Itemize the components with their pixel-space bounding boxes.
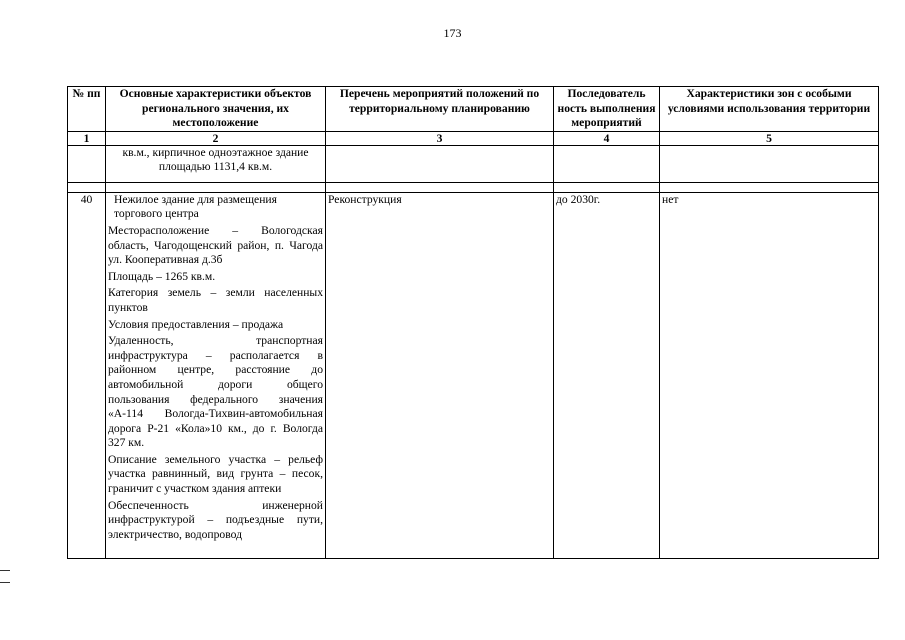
land-category: Категория земель – земли населенных пунктов bbox=[108, 286, 323, 314]
row-sequence: до 2030г. bbox=[554, 192, 660, 558]
continuation-sequence-cell bbox=[554, 145, 660, 182]
header-zones: Характеристики зон с особыми условиями использования территории bbox=[660, 87, 879, 132]
column-number: 4 bbox=[554, 131, 660, 145]
transport-infrastructure: Удаленность, транспортная инфраструктура – располагается в районном центре, расстояние до автомобильной дороги общего пользования федерального значения «А-114 Вологда-Тихвин-автомобильная дорога Р-21 «Кола»10 км., до г. Вологда 327 км. bbox=[108, 334, 323, 450]
continuation-row bbox=[68, 145, 879, 182]
object-area: Площадь – 1265 кв.м. bbox=[108, 269, 216, 283]
continuation-measures-cell bbox=[326, 145, 554, 182]
margin-mark bbox=[0, 570, 10, 571]
table-row bbox=[68, 192, 879, 558]
column-number: 1 bbox=[68, 131, 106, 145]
engineering-infrastructure: Обеспеченность инженерной инфраструктурой – подъездные пути, электричество, водопровод bbox=[108, 498, 323, 541]
continuation-zones-cell bbox=[660, 145, 879, 182]
column-number-row bbox=[68, 131, 879, 145]
object-location: Месторасположение – Вологодская область, Чагодощенский район, п. Чагода ул. Кооперативная д.3б bbox=[108, 223, 323, 267]
header-sequence: Последователь ность выполнения мероприятий bbox=[554, 87, 660, 132]
margin-mark bbox=[0, 582, 10, 583]
row-number: 40 bbox=[68, 192, 106, 558]
header-characteristics: Основные характеристики объектов регионального значения, их местоположение bbox=[106, 87, 326, 132]
header-measures: Перечень мероприятий положений по территориальному планированию bbox=[326, 87, 554, 132]
column-number: 3 bbox=[326, 131, 554, 145]
row-measures: Реконструкция bbox=[326, 192, 554, 558]
object-name: Нежилое здание для размещения торгового центра bbox=[114, 192, 277, 221]
row-characteristics bbox=[106, 192, 326, 558]
row-zones: нет bbox=[660, 192, 879, 558]
header-number: № пп bbox=[68, 87, 106, 132]
table-header-row bbox=[68, 87, 879, 132]
objects-table bbox=[67, 86, 879, 559]
row-gap bbox=[68, 182, 879, 192]
page-number: 173 bbox=[443, 26, 462, 40]
land-description: Описание земельного участка – рельеф участка равнинный, вид грунта – песок, граничит с участком здания аптеки bbox=[108, 452, 323, 496]
provision-terms: Условия предоставления – продажа bbox=[108, 317, 284, 331]
continuation-number-cell bbox=[68, 145, 106, 182]
column-number: 5 bbox=[660, 131, 879, 145]
column-number: 2 bbox=[106, 131, 326, 145]
continuation-text: кв.м., кирпичное одноэтажное здание площадью 1131,4 кв.м. bbox=[106, 145, 326, 182]
